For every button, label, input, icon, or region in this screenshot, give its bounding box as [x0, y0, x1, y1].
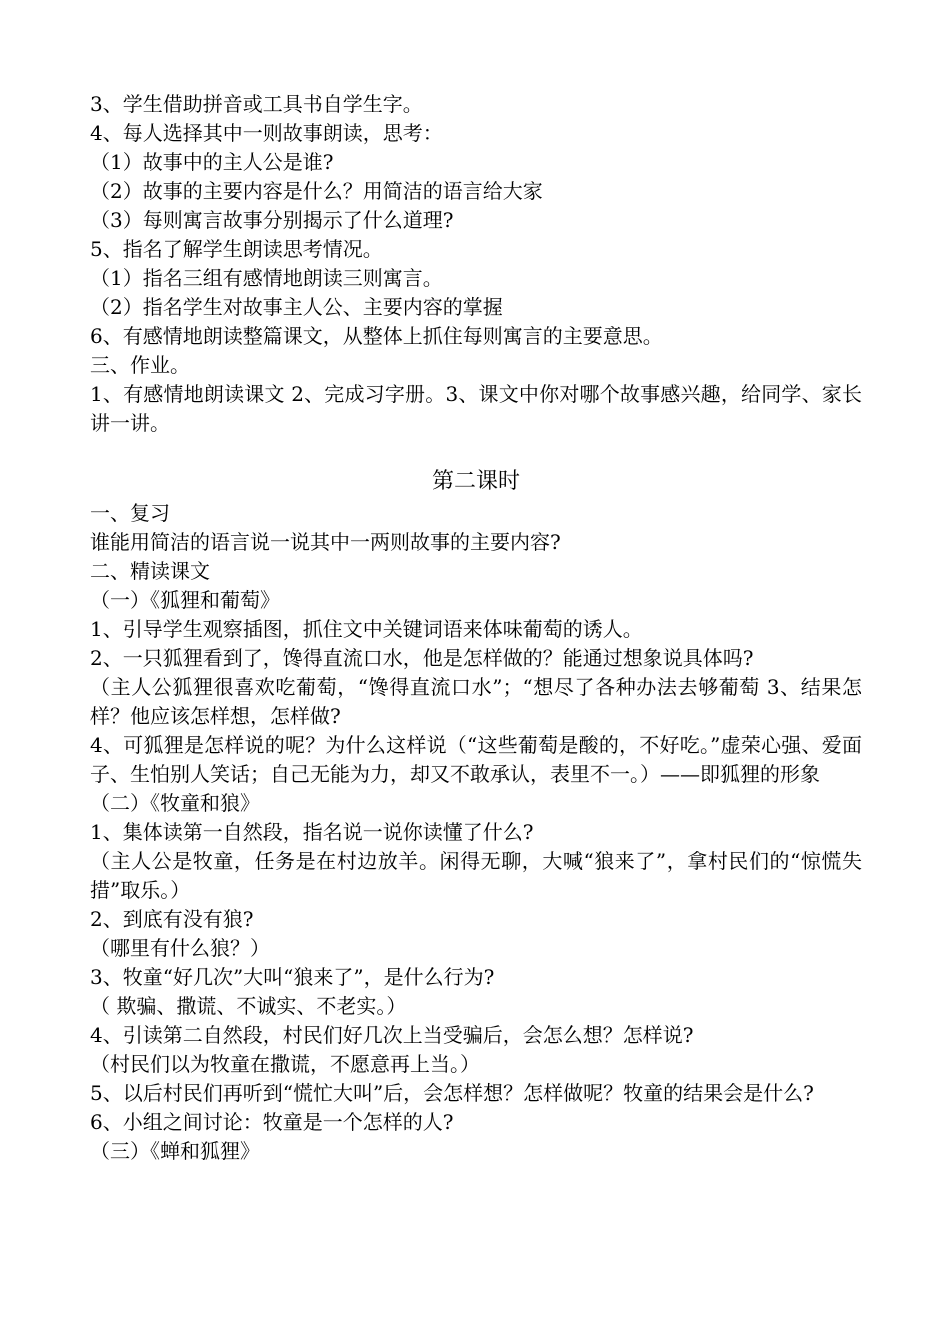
text-line: 4、每人选择其中一则故事朗读，思考：	[90, 121, 443, 145]
shepherd-paragraph: （主人公是牧童，任务是在村边放羊。闲得无聊，大喊“狼来了”，拿村民们的“惊慌失措”取乐。）	[90, 849, 862, 902]
text-line: 三、作业。	[90, 353, 190, 377]
text-line: 1、集体读第一自然段，指名说一说你读懂了什么?	[90, 820, 534, 844]
fox-paragraph: （主人公狐狸很喜欢吃葡萄，“馋得直流口水”；“想尽了各种办法去够葡萄 3、结果怎样？他应该怎样想，怎样做?	[90, 675, 862, 728]
text-line: 2、到底有没有狼?	[90, 907, 254, 931]
text-line: 二、精读课文	[90, 559, 210, 583]
text-line: （1）指名三组有感情地朗读三则寓言。	[90, 266, 443, 290]
text-line: 一、复习	[90, 501, 170, 525]
text-line: 1、引导学生观察插图，抓住文中关键词语来体味葡萄的诱人。	[90, 617, 643, 641]
text-line: （哪里有什么狼？）	[90, 936, 270, 960]
text-line: （3）每则寓言故事分别揭示了什么道理?	[90, 208, 454, 232]
shepherd-paragraph: 5、以后村民们再听到“慌忙大叫”后，会怎样想？怎样做呢？牧童的结果会是什么?	[90, 1081, 814, 1105]
text-line: （ 欺骗、撒谎、不诚实、不老实。）	[90, 994, 407, 1018]
text-line: 3、牧童“好几次”大叫“狼来了”，是什么行为?	[90, 965, 495, 989]
text-line: （一）《狐狸和葡萄》	[90, 588, 280, 612]
subsection-title: （三）《蝉和狐狸》	[90, 1139, 260, 1163]
text-line: 谁能用简洁的语言说一说其中一两则故事的主要内容?	[90, 530, 561, 554]
subsection-title: （二）《牧童和狼》	[90, 791, 260, 815]
text-line: 3、学生借助拼音或工具书自学生字。	[90, 92, 423, 116]
fox-paragraph: 4、可狐狸是怎样说的呢？为什么这样说（“这些葡萄是酸的，不好吃。”虚荣心强、爱面子、生怕别人笑话；自己无能为力，却又不敢承认，表里不一。）——即狐狸的形象	[90, 733, 862, 786]
text-line: （村民们以为牧童在撒谎，不愿意再上当。）	[90, 1052, 480, 1076]
text-line: 6、小组之间讨论：牧童是一个怎样的人?	[90, 1110, 454, 1134]
homework-paragraph: 1、有感情地朗读课文 2、完成习字册。3、课文中你对哪个故事感兴趣，给同学、家长讲一讲。	[90, 382, 862, 435]
section-title: 第二课时	[431, 469, 520, 494]
text-line: 6、有感情地朗读整篇课文，从整体上抓住每则寓言的主要意思。	[90, 324, 663, 348]
text-line: 5、指名了解学生朗读思考情况。	[90, 237, 383, 261]
spacer	[90, 438, 862, 467]
text-line: （1）故事中的主人公是谁?	[90, 150, 334, 174]
text-line: （2）故事的主要内容是什么？用简洁的语言给大家	[90, 179, 543, 203]
document-page	[90, 90, 862, 1166]
text-line: （2）指名学生对故事主人公、主要内容的掌握	[90, 295, 503, 319]
text-line: 2、一只狐狸看到了，馋得直流口水，他是怎样做的？能通过想象说具体吗?	[90, 646, 754, 670]
text-line: 4、引读第二自然段，村民们好几次上当受骗后，会怎么想？怎样说?	[90, 1023, 694, 1047]
